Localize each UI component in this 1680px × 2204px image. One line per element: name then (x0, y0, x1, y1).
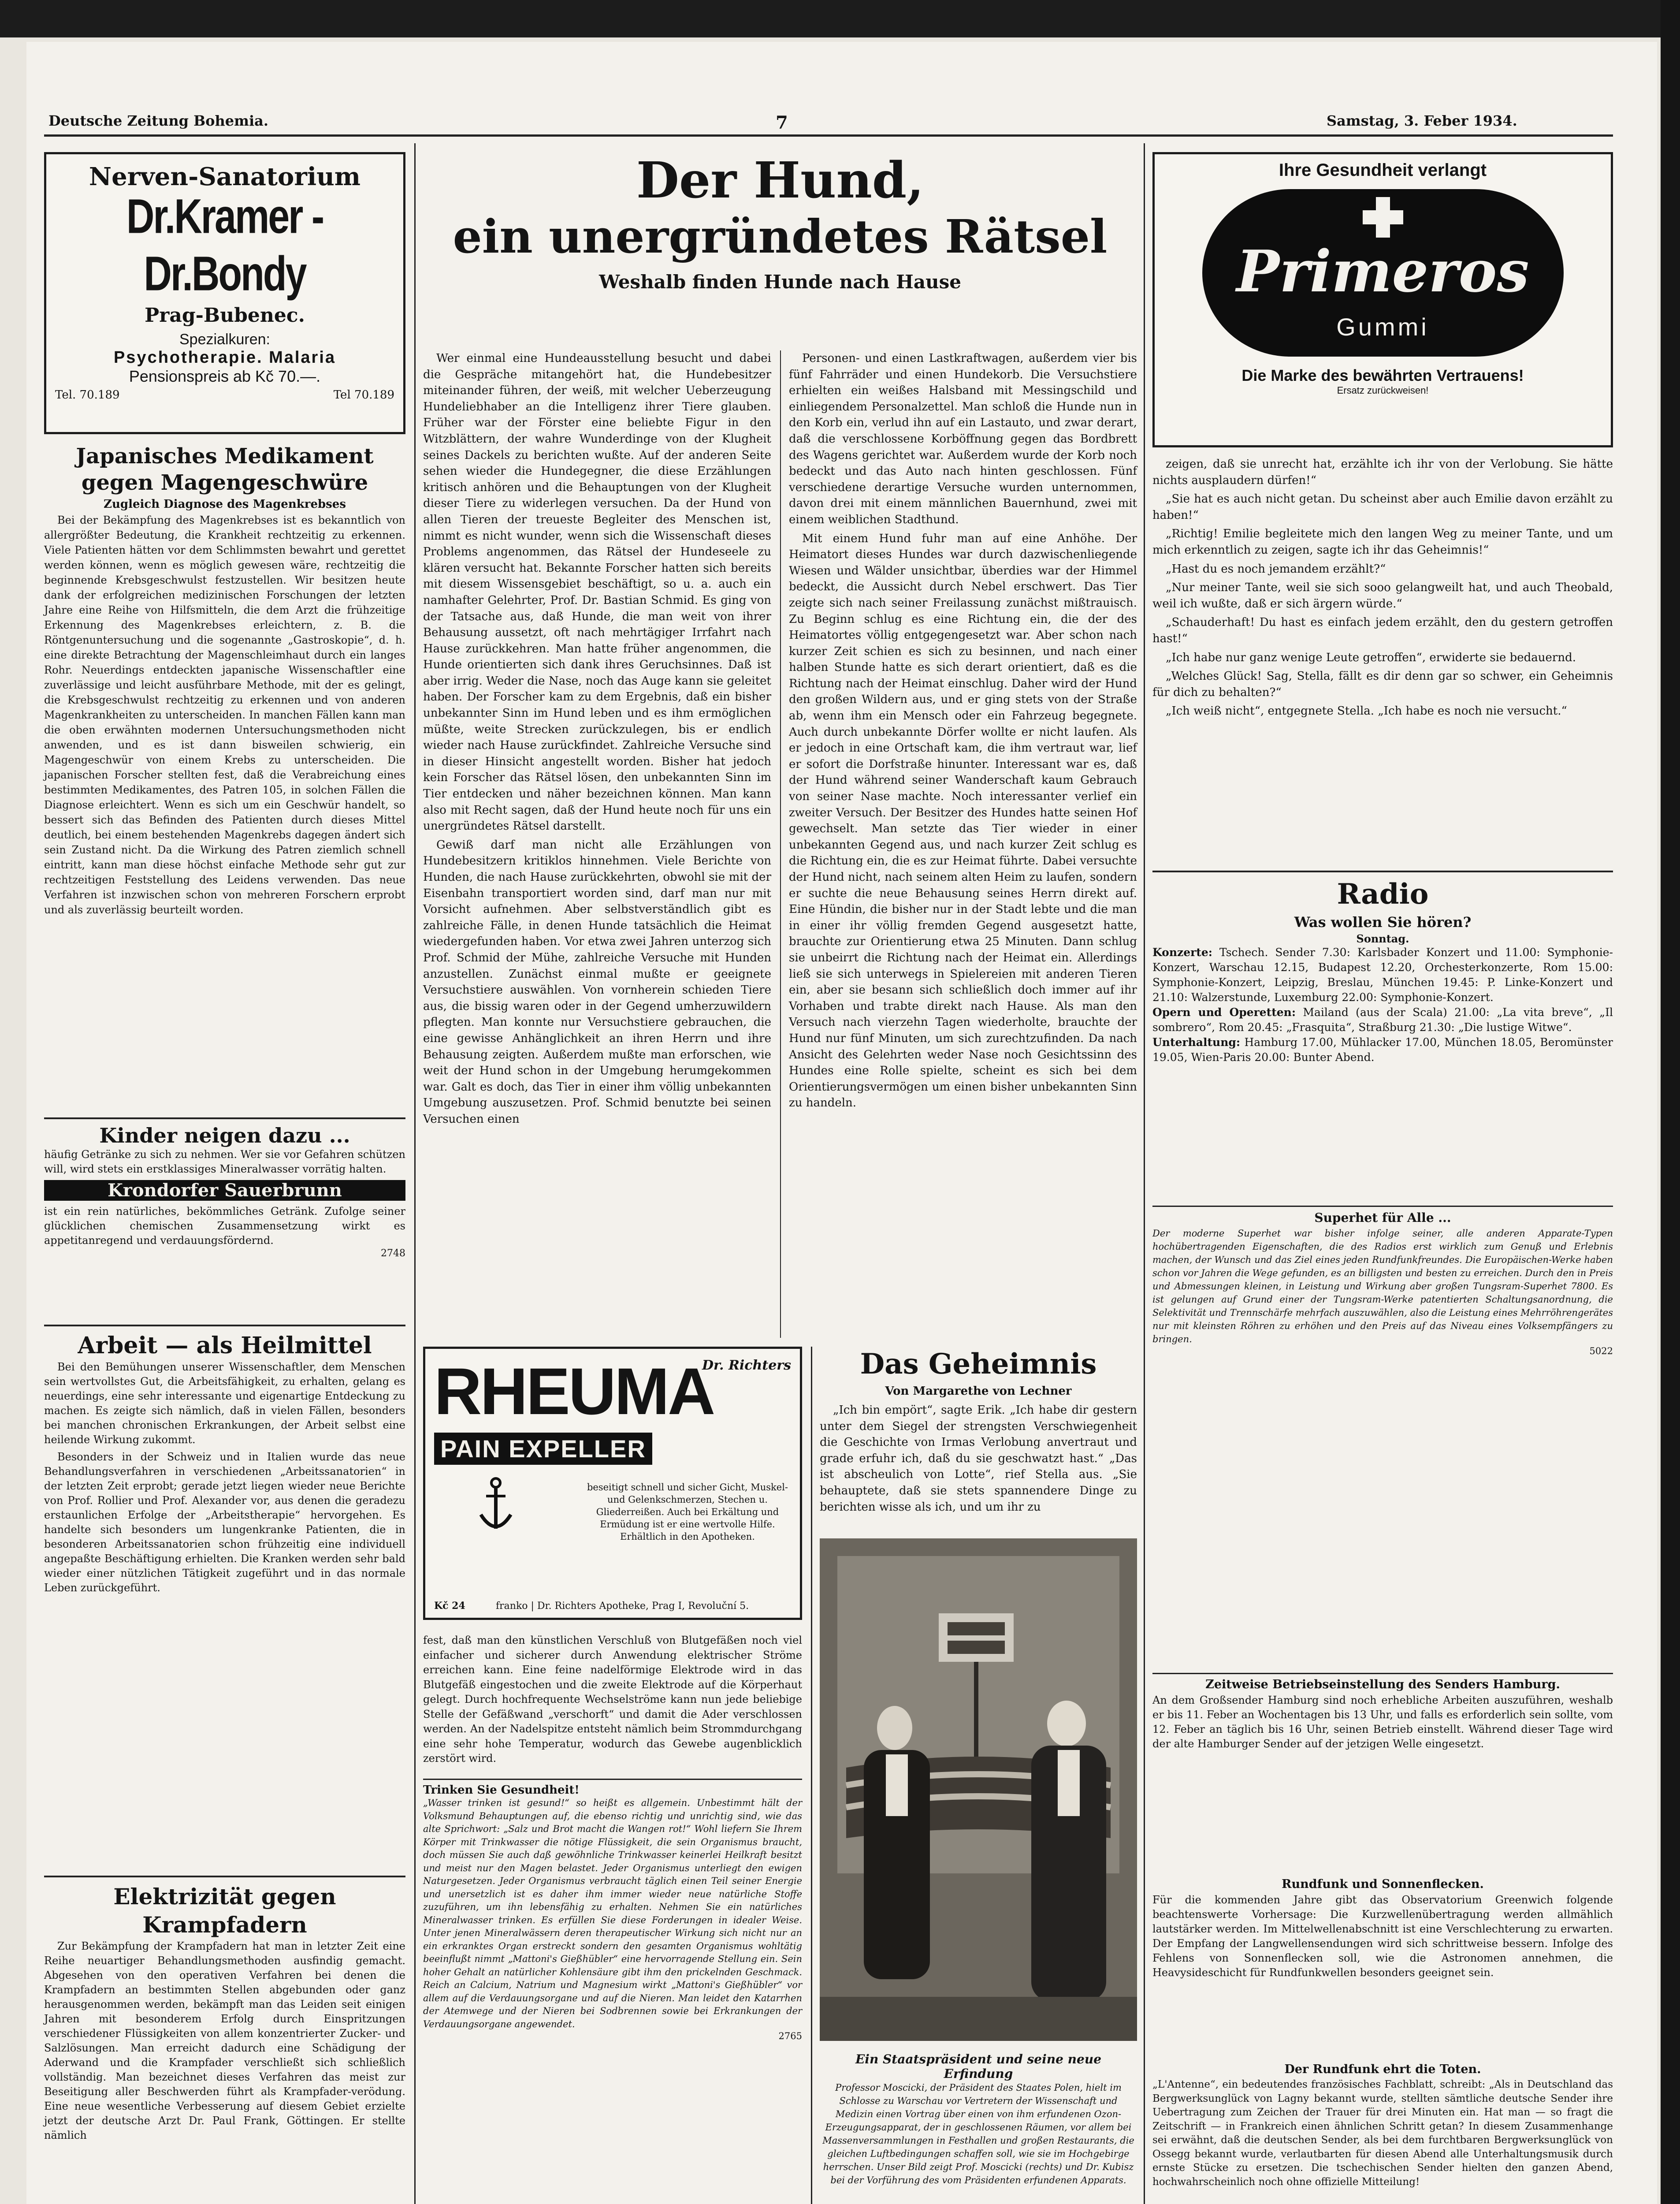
geheimnis-cont-paragraph: „Sie hat es auch nicht getan. Du scheinst aber auch Emilie davon erzählt zu haben!“ (1152, 492, 1613, 522)
primeros-ad (1152, 152, 1613, 447)
radio-title: Radio (1337, 878, 1429, 911)
radio-oper-text: Mailand (aus der Scala) 21.00: „La vita breve“, „Il sombrero“, Rom 20.45: „Frasquita“, Straßburg 21.30: „Die lustige Witwe“. (1152, 1006, 1613, 1034)
arbeit-title: Arbeit — als Heilmittel (78, 1332, 372, 1359)
column-rule-1 (414, 143, 416, 2204)
primeros-sub: Gummi (1336, 313, 1429, 341)
radio-unterhaltung-text: Hamburg 17.00, Mühlacker 17.00, München 18.05, Beromünster 19.05, Wien-Paris 20.00: Bunter Abend. (1152, 1036, 1613, 1064)
rheuma-brand: Dr. Richters (702, 1358, 791, 1373)
anchor-icon (478, 1477, 513, 1534)
arbeit-article (44, 1325, 405, 1598)
rheuma-body: beseitigt schnell und sicher Gicht, Muskel- und Gelenkschmerzen, Stechen u. Gliederreißen. Auch bei Erkältung und Ermüdung ist er eine wertvolle Hilfe. Erhältlich in den Apotheken. (587, 1482, 788, 1542)
radio-konzerte-label: Konzerte: (1152, 946, 1212, 959)
sanatorium-tel-right: Tel 70.189 (333, 388, 394, 402)
trinken-title: Trinken Sie Gesundheit! (423, 1783, 580, 1797)
arbeit-paragraph: Bei den Bemühungen unserer Wissenschaftler, dem Menschen sein wertvollstes Gut, die Arbeitsfähigkeit, zu erhalten, gelang es neuerdings, eine sehr interessante und eigenartige Entdeckung zu machen. Es zeigte sich nämlich, daß in vielen Fällen, besonders bei manchen chronischen Erkrankungen, der Arbeit selbst eine heilende Wirkung zukommt. (44, 1361, 405, 1446)
electric-body: fest, daß man den künstlichen Verschluß von Blutgefäßen noch viel einfacher und sicherer durch Anwendung elektrischer Ströme erreichen kann. Eine feine nadelförmige Elektrode wird in das Blutgefäß eingestochen und die zweite Elektrode auf die Körperhaut gelegt. Durch hochfrequente Wechselströme kann nun jede beliebige Stelle der Gefäßwand „verschorft“ und damit die Ader verschlossen werden. An der Nadelspitze entsteht nämlich beim Strommdurchgang eine sehr hohe Temperatur, wodurch das Gewebe augenblicklich zerstört wird. (423, 1634, 802, 1765)
rheuma-product: PAIN EXPELLER (434, 1433, 652, 1465)
cross-icon (1361, 195, 1405, 239)
hund-column-rule (780, 350, 781, 1338)
trinken-article (423, 1779, 802, 2041)
sonnenflecken-body: Für die kommenden Jahre gibt das Observatorium Greenwich folgende beachtenswerte Vorhersage: Die Kurzwellenübertragung werden allmählich lautstärker werden. Im Mittelwellenabschnitt ist eine Verschlechterung zu erwarten. Der Empfang der Langwellensendungen wird sich schrittweise bessern. Infolge des Fehlens von Sonnenflecken soll, wie die Astronomen annehmen, die Heavysideschicht für Rundfunkwellen besonders geeignet sein. (1152, 1894, 1613, 1979)
geheimnis-cont-paragraph: „Schauderhaft! Du hast es einfach jedem erzählt, den du gestern getroffen hast!“ (1152, 616, 1613, 645)
zeitweise-body: An dem Großsender Hamburg sind noch erhebliche Arbeiten auszuführen, weshalb er bis 11. Feber an Wochentagen bis 13 Uhr, und falls es erforderlich sein sollte, vom 12. Feber an täglich bis 16 Uhr, seinen Betrieb einstellt. Während dieser Tage wird der alte Hamburger Sender auf der jetzigen Welle eingesetzt. (1152, 1694, 1613, 1750)
radio-oper-label: Opern und Operetten: (1152, 1006, 1296, 1019)
geheimnis-cont-paragraph: zeigen, daß sie unrecht hat, erzählte ich ihr von der Verlobung. Sie hätte nichts ausplaudern dürfen!“ (1152, 458, 1613, 487)
radio-question: Was wollen Sie hören? (1294, 914, 1472, 931)
sanatorium-tel-left: Tel. 70.189 (55, 388, 120, 402)
sonnenflecken-title: Rundfunk und Sonnenflecken. (1282, 1877, 1484, 1891)
sanatorium-price: Pensionspreis ab Kč 70.—. (129, 367, 321, 385)
elektrizitaet-body (44, 1939, 405, 2143)
hund-headline (423, 152, 1137, 293)
page-number: 7 (776, 112, 788, 133)
sonnenflecken-article (1152, 1876, 1613, 1980)
geheimnis-title: Das Geheimnis (860, 1348, 1097, 1381)
rheuma-ad (423, 1347, 802, 1620)
geheimnis-paragraph: „Ich bin empört“, sagte Erik. „Ich habe dir gestern unter dem Siegel der strengsten Verschwiegenheit die Geschichte von Irmas Verlobung anvertraut und grade erfuhr ich, daß du sie geschwatzt hast.“ „Das ist abscheulich von Lotte“, rief Stella aus. „Sie behauptete, daß sie stets spannendere Dinge zu berichten wisse als ich, und um ihr zu (820, 1404, 1137, 1514)
krondorfer-body: ist ein rein natürliches, bekömmliches Getränk. Zufolge seiner glücklichen chemischen Zusammensetzung wirkt es appetitanregend und verdauungsfördernd. (44, 1205, 405, 1247)
geheimnis-continuation (1152, 456, 1613, 722)
masthead-left: Deutsche Zeitung Bohemia. (48, 112, 269, 129)
primeros-brand: Primeros (1236, 238, 1529, 305)
radio-konzerte (1152, 945, 1613, 1005)
rheuma-big: RHEUMA (434, 1354, 714, 1428)
newspaper-page (26, 42, 1657, 2204)
geheimnis-article (820, 1347, 1137, 1518)
hund-column-2 (789, 350, 1137, 1114)
arbeit-body (44, 1360, 405, 1595)
hund-paragraph: Gewiß darf man nicht alle Erzählungen von Hundebesitzern kritiklos hinnehmen. Viele Berichte von Hunden, die nach Hause zurückkehrten, obwohl sie mit der Eisenbahn transportiert worden sind, darf man nur mit Vorsicht aufnehmen. Aber selbstverständlich gibt es zahlreiche Fälle, in denen Hunde tatsächlich die Heimat wiedergefunden haben. Vor etwa zwei Jahren unterzog sich Prof. Schmid der Mühe, zahlreiche Versuche mit Hunden anzustellen. Zunächst einmal mußte er geeignete Versuchstiere auswählen. Von vornherein schieden Tiere aus, die bissig waren oder in der Gegend umherzuwildern pflegten. Man konnte nur Versuchstiere gebrauchen, die eine gewisse Anhänglichkeit an ihren Herrn und ihre Behausung zeigten. Außerdem mußte man erforschen, wie weit der Hund schon in der Umgebung herumgekommen war. Galt es doch, das Tier in einer ihm völlig unbekannten Umgebung auszusetzen. Prof. Schmid benutzte bei seinen Versuchen einen (423, 838, 771, 1126)
photo-caption-body: Professor Moscicki, der Präsident des Staates Polen, hielt im Schlosse zu Warschau vor Vertretern der Wissenschaft und Medizin einen Vortrag über einen von ihm erfundenen Ozon-Erzeugungsapparat, der in geschlossenen Räumen, vor allem bei Massenversammlungen in Festhallen und großen Restaurants, die gleichen Luftbedingungen schaffen soll, wie sie im Hochgebirge herrschen. Unser Bild zeigt Prof. Moscicki (rechts) und Dr. Kubisz bei der Vorführung des vom Präsidenten erfundenen Apparats. (822, 2082, 1134, 2185)
japan-paragraph: Bei der Bekämpfung des Magenkrebses ist es bekanntlich von allergrößter Bedeutung, die Krankheit rechtzeitig zu erkennen. Viele Patienten hätten vor dem Schlimmsten bewahrt und gerettet werden können, wenn es möglich gewesen wäre, rechtzeitig die beginnende Krebsgeschwulst festzustellen. Wir besitzen heute dank der erfolgreichen medizinischen Forschungen der letzten Jahre eine Reihe von Hilfsmitteln, die dem Arzt die frühzeitige Erkennung des Magenkrebses erleichtern, z. B. die Röntgenuntersuchung und die sogenannte „Gastroskopie“, d. h. eine direkte Betrachtung der Magenschleimhaut durch ein langes Rohr. Neuerdings entdeckten japanische Wissenschaftler eine zuverlässige und leicht ausführbare Methode, mit der es gelingt, die Krebsgeschwulst rechtzeitig zu erkennen und von anderen Magenkrankheiten zu unterscheiden. In manchen Fällen kann man die oben erwähnten modernen Untersuchungsmethoden nicht anwenden, und es ist dann bisweilen schwierig, ein Magengeschwür von einem Krebs zu unterscheiden. Die japanischen Forscher stellten fest, daß die Verabreichung eines bestimmten Medikamentes, des Patren 105, in solchen Fällen die Diagnose erleichtert. Wenn es sich um ein Geschwür handelt, so bessert sich das Befinden des Patienten durch dieses Mittel deutlich, bei einem bestehenden Magenkrebs dagegen ändert sich sein Zustand nicht. Da die Wirkung des Patren ziemlich schnell eintritt, kann man diese höchst einfache Methode sehr gut zur rechtzeitigen Feststellung des Leidens verwenden. Das neue Verfahren ist inzwischen schon von mehreren Forschern erprobt und als zuverlässig beurteilt worden. (44, 514, 405, 916)
rheuma-footer: franko | Dr. Richters Apotheke, Prag I, Revoluční 5. (496, 1601, 749, 1612)
scan-top-edge (0, 0, 1680, 37)
krondorfer-number: 2748 (381, 1248, 405, 1259)
primeros-oval (1202, 189, 1564, 357)
president-photo (820, 1538, 1137, 2041)
trinken-body: „Wasser trinken ist gesund!“ so heißt es allgemein. Unbestimmt hält der Volksmund Behauptungen auf, die ebenso richtig und unrichtig sind, wie das alte Sprichwort: „Salz und Brot macht die Wangen rot!“ Wohl liefern Sie Ihrem Körper mit Trinkwasser die nötige Flüssigkeit, die sein Organismus braucht, doch müssen Sie auch daß gewöhnliche Trinkwasser keinerlei Heilkraft besitzt und meist nur den Magen belastet. Jeder Organismus unterliegt den ewigen Naturgesetzen. Jeder Organismus verbraucht täglich einen Teil seiner Energie und unersetzlich ist es daher ihm immer wieder neue natürliche Stoffe zuzuführen, um ihn lebensfähig zu erhalten. Nehmen Sie ein natürliches Mineralwasser trinken. Es erfüllen Sie diese Forderungen in idealer Weise. Unter jenen Mineralwässern deren therapeutischer Wirkung sich nicht nur an ein erkranktes Organ erstreckt sondern den gesamten Organismus wohltätig beeinflußt nimmt „Mattoni's Gießhübler“ eine hervorragende Stellung ein. Sein hoher Gehalt an natürlicher Kohlensäure gibt ihm den prickelnden Geschmack. Reich an Calcium, Natrium und Magnesium wirkt „Mattoni's Gießhübler“ vor allem auf die Verdauungsorgane und auf die Nieren. Man leidet den Katarrhen der Atemwege und der Nieren bei Sodbrennen sowie bei Erkrankungen der Verdauungsorgane angewendet. (423, 1798, 802, 2029)
radio-top-rule (1152, 871, 1613, 872)
superhet-number: 5022 (1589, 1346, 1613, 1356)
hund-col2-body (789, 350, 1137, 1111)
sanatorium-location: Prag-Bubenec. (145, 304, 305, 327)
hund-title-line1: Der Hund, (636, 152, 924, 209)
rheuma-price: Kč 24 (434, 1600, 465, 1612)
radio-konzerte-text: Tschech. Sender 7.30: Karlsbader Konzert und 11.00: Symphonie-Konzert, Warschau 12.15, Budapest 12.20, Orchesterkonzerte, Rom 15.00: Symphonie-Konzert, Leipzig, Breslau, München 19.45: P. Linke-Konzert und 21.10: Walzerstunde, Luxemburg 22.00: Symphonie-Konzert. (1152, 946, 1613, 1004)
hund-subtitle: Weshalb finden Hunde nach Hause (599, 271, 961, 293)
kinder-top-rule (44, 1117, 405, 1119)
zeitweise-title: Zeitweise Betriebseinstellung des Senders Hamburg. (1205, 1678, 1560, 1691)
kinder-body: häufig Getränke zu sich zu nehmen. Wer sie vor Gefahren schützen will, wird stets ein erstklassiges Mineralwasser vorrätig halten. (44, 1148, 405, 1175)
zeitweise-top-rule (1152, 1673, 1613, 1674)
superhet-body: Der moderne Superhet war bisher infolge seiner, alle anderen Apparate-Typen hochübertragenden Eigenschaften, die des Radios erst wirklich zum Genuß und Erlebnis machen, der Wunsch und das Ziel eines jeden Rundfunkfreundes. Die Europäischen-Werke haben schon vor Jahren die Wege gefunden, es an billigsten und besten zu erreichen. Durch den in Preis und Abmessungen kleinen, in Leistung und Wirkung aber großen Tungsram-Superhet 7800. Es ist gelungen auf Grund einer der Tungsram-Werke patentierten Schaltungsanordnung, die Selektivität und Trennschärfe mehrfach auszuwählen, also die Leistung eines Mehrröhrengerätes nur mit kleinsten Röhren zu erhöhen und den Preis auf das Niveau eines Volksempfängers zu bringen. (1152, 1228, 1613, 1344)
radio-day: Sonntag. (1356, 932, 1409, 945)
sanatorium-doctors: Dr.Kramer - Dr.Bondy (126, 189, 323, 301)
geheimnis-cont-paragraph: „Hast du es noch jemandem erzählt?“ (1166, 562, 1386, 576)
radio-unterhaltung (1152, 1035, 1613, 1065)
sanatorium-specialty-label: Spezialkuren: (179, 331, 270, 348)
primeros-slogan: Die Marke des bewährten Vertrauens! (1241, 366, 1524, 384)
hund-column-1 (423, 350, 771, 1130)
hund-title-line2: ein unergründetes Rätsel (453, 209, 1108, 264)
masthead-rule (44, 134, 1613, 137)
trinken-number: 2765 (778, 2031, 802, 2041)
elektrizitaet-top-rule (44, 1876, 405, 1877)
japan-body (44, 513, 405, 917)
geheimnis-body (820, 1402, 1137, 1515)
sanatorium-title: Nerven-Sanatorium (89, 162, 361, 191)
photo-caption (820, 2052, 1137, 2187)
masthead-date: Samstag, 3. Feber 1934. (1327, 112, 1517, 129)
sanatorium-ad (44, 152, 405, 434)
superhet-article (1152, 1206, 1613, 1356)
scan-right-edge (1661, 0, 1680, 2204)
center-column-rule (811, 1347, 812, 2204)
arbeit-top-rule (44, 1325, 405, 1326)
radio-unterhaltung-label: Unterhaltung: (1152, 1036, 1241, 1049)
japan-title: Japanisches Medikament gegen Magengeschwüre (76, 444, 374, 495)
hund-col1-body (423, 350, 771, 1128)
trinken-top-rule (423, 1779, 802, 1780)
zeitweise-article (1152, 1673, 1613, 1751)
elektrizitaet-article (44, 1876, 405, 2145)
column-rule-2 (1144, 143, 1145, 2204)
geheimnis-byline: Von Margarethe von Lechner (885, 1385, 1072, 1398)
geheimnis-cont-paragraph: „Welches Glück! Sag, Stella, fällt es dir denn gar so schwer, ein Geheimnis für dich zu behalten?“ (1152, 670, 1613, 699)
krondorfer-brand: Krondorfer Sauerbrunn (44, 1180, 405, 1201)
photo-caption-title: Ein Staatspräsident und seine neue Erfindung (855, 2052, 1102, 2081)
sanatorium-specialties: Psychotherapie. Malaria (113, 348, 336, 367)
japan-article (44, 443, 405, 920)
elektrizitaet-paragraph: Zur Bekämpfung der Krampfadern hat man in letzter Zeit eine Reihe neuartiger Behandlungsmethoden ausfindig gemacht. Abgesehen von den operativen Verfahren bei denen die Krampfadern an bestimmten Stellen abgebunden oder ganz herausgenommen werden, bekämpft man das Leiden seit einigen Jahren mit besonderem Erfolg durch Einspritzungen verschiedener Flüssigkeiten von allem konzentrierter Zucker- und Salzlösungen. Man erreicht dadurch eine Schädigung der Aderwand und die Krampfader verschließt sich schließlich vollständig. Man bezeichnet dieses Verfahren das meist zur Beseitigung aller Beschwerden führt als Krampfader-verödung. Eine neue wesentliche Verbesserung auf diesem Gebiet erzielte jetzt der deutsche Arzt Dr. Paul Frank, Göttingen. Er stellte nämlich (44, 1940, 405, 2141)
geheimnis-cont-paragraph: „Nur meiner Tante, weil sie sich sooo gelangweilt hat, und auch Theobald, weil ich wußte, daß er sich ärgern würde.“ (1152, 581, 1613, 611)
electric-article (423, 1633, 802, 1766)
radio-oper (1152, 1005, 1613, 1035)
arbeit-paragraph: Besonders in der Schweiz und in Italien wurde das neue Behandlungsverfahren in verschiedenen „Arbeitssanatorien“ in der letzten Zeit erprobt; gerade jetzt liegen wieder neue Berichte von Prof. Rollier und Prof. Alexander vor, aus denen die geradezu erstaunlichen Erfolge der „Arbeitstherapie“ hervorgehen. Es handelte sich besonders um lungenkranke Patienten, die in besonderen Arbeitssanatorien schon frühzeitig eine individuell angepaßte Beschäftigung erhielten. Die Kranken werden sehr bald wieder einer nützlichen Tätigkeit zugeführt und in das normale Leben zurückgeführt. (44, 1451, 405, 1594)
geheimnis-cont-body (1152, 456, 1613, 719)
hund-paragraph: Wer einmal eine Hundeausstellung besucht und dabei die Gespräche mitangehört hat, die Hundebesitzer miteinander führen, der weiß, mit welcher Ueberzeugung Hundeliebhaber an die Intelligenz ihrer Tiere glauben. Früher war der Förster eine beliebte Figur in den Witzblättern, der wahre Wunderdinge von der Klugheit seines Dackels zu berichten wußte. Auf der anderen Seite sehen wieder die Hundegegner, die diese Erzählungen kritisch anhören und die Behauptungen von der Klugheit dieser Tiere zu widerlegen versuchen. Da der Hund von allen Tieren der treueste Begleiter des Menschen ist, nimmt es nicht wunder, wenn sich die Wissenschaft dieses Problems angenommen, das Rätsel der Hundeseele zu klären versucht hat. Bekannte Forscher hatten sich bereits mit diesem Wissensgebiet beschäftigt, so u. a. auch ein namhafter Gelehrter, Prof. Dr. Bastian Schmid. Es ging von der Tatsache aus, daß Hunde, die man weit von ihrer Behausung aussetzt, oft nach mehrtägiger Irrfahrt nach Hause zurückkehren. Man hatte früher angenommen, die Hunde orientierten sich dank ihres Geruchsinnes. Daß ist aber irrig. Weder die Nase, noch das Auge kann sie geleitet haben. Der Forscher kam zu dem Ergebnis, daß ein bisher unbekannter Sinn im Hund leben und es ihm ermöglichen müßte, weite Strecken zurückzulegen, bis er endlich wieder nach Hause zurückfindet. Zahlreiche Versuche sind in dieser Hinsicht angestellt worden. Bisher hat jedoch kein Forscher das Rätsel lösen, den unbekannten Sinn im Tier entdecken und näher bezeichnen können. Man kann also mit Recht sagen, daß der Hund heute noch für uns ein unergründetes Rätsel darstellt. (423, 352, 771, 833)
kinder-ad (44, 1117, 405, 1259)
geheimnis-cont-paragraph: „Ich habe nur ganz wenige Leute getroffen“, erwiderte sie bedauernd. (1166, 651, 1576, 664)
kinder-title: Kinder neigen dazu ... (99, 1124, 350, 1147)
elektrizitaet-title: Elektrizität gegen Krampfadern (113, 1884, 336, 1938)
superhet-top-rule (1152, 1206, 1613, 1207)
hund-paragraph: Personen- und einen Lastkraftwagen, außerdem vier bis fünf Fahrräder und einen Hundekorb. Die Versuchstiere erhielten ein weißes Halsband mit Messingschild und einliegendem Personalzettel. Man schloß die Hunde nun in den Korb ein, verlud ihn auf ein Lastauto, und zwar derart, daß die verschlossene Korböffnung gegen das Bordbrett des Wagens gerichtet war. Außerdem wurde der Korb noch bedeckt und das Auto nach hinten geschlossen. Fünf verschiedene derartige Versuche wurden unternommen, davon drei mit einem männlichen Bauernhund, zwei mit einem weiblichen Stadthund. (789, 352, 1137, 526)
primeros-note: Ersatz zurückweisen! (1337, 385, 1429, 396)
toten-article (1152, 2061, 1613, 2189)
radio-section (1152, 871, 1613, 1065)
geheimnis-cont-paragraph: „Ich weiß nicht“, entgegnete Stella. „Ich habe es noch nie versucht.“ (1166, 704, 1567, 718)
japan-subtitle: Zugleich Diagnose des Magenkrebses (104, 498, 346, 511)
toten-body: „L'Antenne“, ein bedeutendes französisches Fachblatt, schreibt: „Als in Deutschland das Bergwerksunglück von Lagny bekannt wurde, stellten sämtliche deutsche Sender ihre Uebertragung zum Zeichen der Trauer für drei Minuten ein. Hat man — so fragt die Zeitschrift — in Frankreich einen ähnlichen Schritt getan? In diesem Zusammenhange sei erwähnt, daß die deutschen Sender, als bei dem furchtbaren Bergwerksunglück von Ossegg bekannt wurde, verlautbarten für diesen Abend alle Unterhaltungsmusik durch ernste Stücke zu ersetzen. Die tschechischen Sender hielten den ganzen Abend, hochwahrscheinlich noch ohne offizielle Mitteilung! (1152, 2079, 1613, 2188)
superhet-title: Superhet für Alle ... (1314, 1210, 1451, 1225)
toten-title: Der Rundfunk ehrt die Toten. (1284, 2063, 1481, 2076)
primeros-top: Ihre Gesundheit verlangt (1279, 160, 1487, 180)
hund-paragraph: Mit einem Hund fuhr man auf eine Anhöhe. Der Heimatort dieses Hundes war durch dazwischenliegende Wiesen und Wälder unsichtbar, überdies war der Himmel bedeckt, die Aussicht durch Nebel erschwert. Das Tier zeigte sich nach seiner Freilassung zunächst mißtrauisch. Zu Beginn schlug es eine Richtung ein, die der des Heimatortes völlig entgegengesetzt war. Aber schon nach kurzer Zeit schien es sich zu besinnen, und nach einer halben Stunde hatte es sich derart orientiert, daß es die Richtung nach der Heimat einschlug. Daher wird der Hund den großen Wildern aus, und er ging stets von der Straße ab, wenn ihm ein Mensch oder ein Fahrzeug begegnete. Auch durch unbekannte Dörfer wollte er nicht laufen. Als er jedoch in eine Ortschaft kam, die ihm vertraut war, lief er sofort die Dorfstraße hinunter. Interessant war es, daß der Hund während seiner Wanderschaft kaum Gebrauch von seiner Nase machte. Noch interessanter verlief ein zweiter Versuch. Der Besitzer des Hundes hatte seinen Hof gewechselt. Man setzte das Tier wieder in einer unbekannten Gegend aus, und nach kurzer Zeit schlug es die Richtung ein, die es zur Heimat führte. Dabei versuchte der Hund nicht, nach seinem alten Heim zu laufen, sondern er suchte die neue Behausung seines Herrn direkt auf. Eine Hündin, die bisher nur in der Stadt lebte und die man in einer ihr völlig fremden Gegend ausgesetzt hatte, brauchte zur Orientierung etwa 25 Minuten. Dann schlug sie unbeirrt die Richtung nach der Heimat ein. Allerdings ließ sie sich unterwegs in Spielereien mit anderen Tieren ein, aber sie besann sich schließlich doch immer auf ihr Vorhaben und trabte direkt nach Hause. Als man den Versuch nach vierzehn Tagen wiederholte, brauchte der Hund nur fünf Minuten, um sich zurechtzufinden. Da nach Ansicht des Gelehrten weder Nase noch Gesichtssinn des Hundes eine Rolle spielte, scheint es sich bei dem Orientierungsvermögen um einen bisher unbekannten Sinn zu handeln. (789, 532, 1137, 1110)
geheimnis-cont-paragraph: „Richtig! Emilie begleitete mich den langen Weg zu meiner Tante, und um mich erkenntlich zu zeigen, sagte ich ihr das Geheimnis!“ (1152, 527, 1613, 557)
